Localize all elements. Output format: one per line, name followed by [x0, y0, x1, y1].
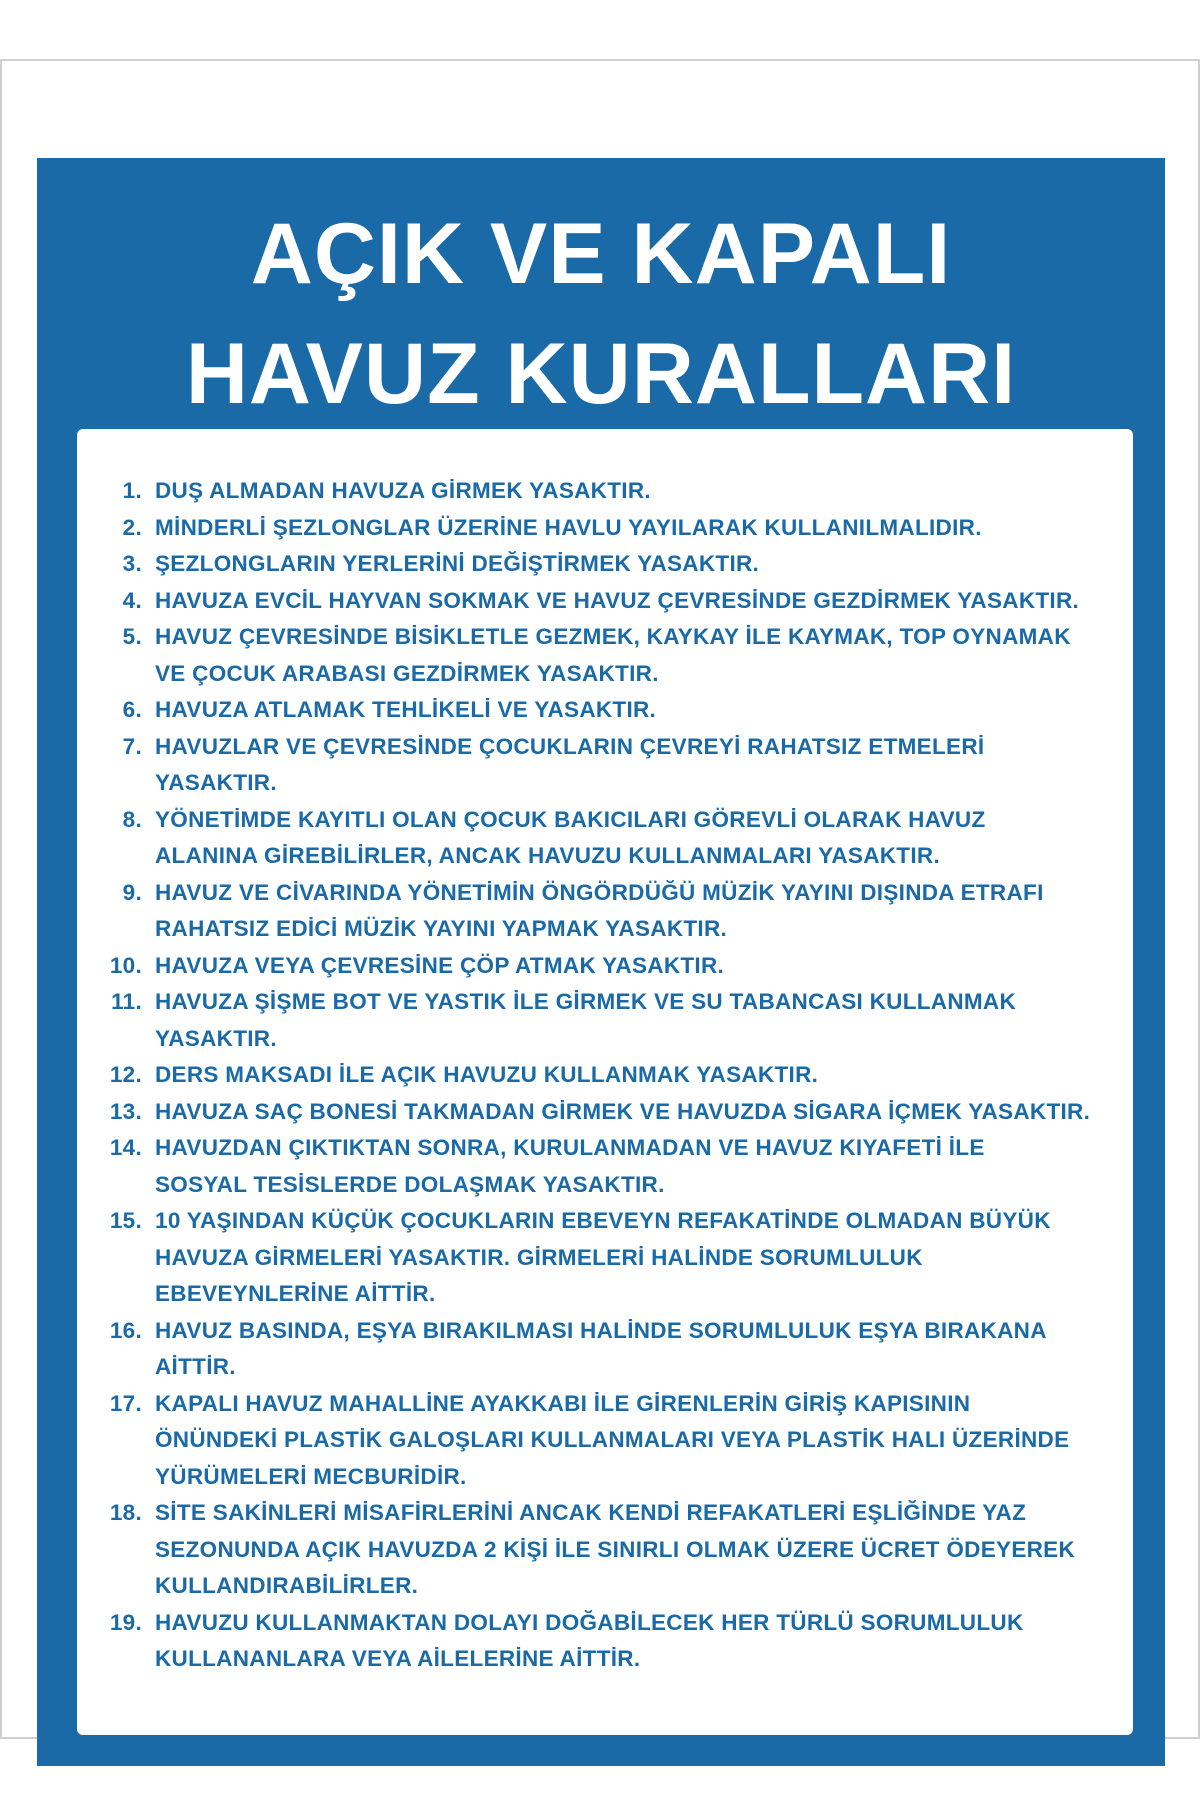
- rule-text: DERS MAKSADI İLE AÇIK HAVUZU KULLANMAK YASAKTIR.: [155, 1062, 819, 1087]
- rule-item: [102, 583, 1122, 620]
- rule-text: HAVUZA VEYA ÇEVRESİNE ÇÖP ATMAK YASAKTIR.: [155, 952, 725, 978]
- rule-text: KAPALI HAVUZ MAHALLİNE AYAKKABI İLE GİRENLERİN GİRİŞ KAPISININ ÖNÜNDEKİ PLASTİK GALOŞLARI KULLANMALARI VEYA PLASTİK HALI ÜZERİNDE YÜRÜMELERİ MECBURİDİR.: [155, 1390, 1070, 1489]
- rule-item: [102, 692, 1122, 729]
- rules-list: [102, 473, 1122, 1678]
- rule-text: HAVUZU KULLANMAKTAN DOLAYI DOĞABİLECEK HER TÜRLÜ SORUMLULUK KULLANANLARA VEYA AİLELERİNE AİTTİR.: [155, 1609, 1024, 1671]
- rule-text: HAVUZ BASINDA, EŞYA BIRAKILMASI HALİNDE SORUMLULUK EŞYA BIRAKANA AİTTİR.: [155, 1317, 1047, 1379]
- rule-text: YÖNETİMDE KAYITLI OLAN ÇOCUK BAKICILARI GÖREVLİ OLARAK HAVUZ ALANINA GİREBİLİRLER, ANCAK HAVUZU KULLANMALARI YASAKTIR.: [155, 806, 986, 868]
- rule-number: 15.: [109, 1208, 142, 1233]
- rule-number: 8.: [122, 806, 142, 832]
- rule-item: [102, 473, 1122, 510]
- rule-item: [102, 948, 1122, 985]
- rule-item: [102, 1094, 1122, 1131]
- rule-item: [102, 875, 1122, 948]
- rule-text: ŞEZLONGLARIN YERLERİNİ DEĞİŞTİRMEK YASAKTIR.: [155, 551, 760, 576]
- rule-number: 9.: [122, 879, 142, 905]
- rule-number: 13.: [109, 1098, 142, 1124]
- rule-text: DUŞ ALMADAN HAVUZA GİRMEK YASAKTIR.: [155, 478, 651, 503]
- rule-text: HAVUZA ŞİŞME BOT VE YASTIK İLE GİRMEK VE SU TABANCASI KULLANMAK YASAKTIR.: [155, 989, 1017, 1051]
- rule-item: [102, 1130, 1122, 1203]
- rule-number: 16.: [109, 1317, 142, 1343]
- rule-number: 7.: [122, 733, 142, 759]
- rule-text: HAVUZDAN ÇIKTIKTAN SONRA, KURULANMADAN VE HAVUZ KIYAFETİ İLE SOSYAL TESİSLERDE DOLAŞMAK YASAKTIR.: [155, 1135, 985, 1197]
- rule-item: [102, 984, 1122, 1057]
- rule-item: [102, 802, 1122, 875]
- rule-number: 12.: [109, 1062, 142, 1087]
- rule-number: 1.: [122, 478, 142, 503]
- rule-item: [102, 546, 1122, 583]
- rule-number: 10.: [109, 952, 142, 978]
- rule-item: [102, 1605, 1122, 1678]
- rules-box: [77, 429, 1133, 1735]
- rule-text: HAVUZ VE CİVARINDA YÖNETİMİN ÖNGÖRDÜĞÜ MÜZİK YAYINI DIŞINDA ETRAFI RAHATSIZ EDİCİ MÜZİK YAYINI YAPMAK YASAKTIR.: [155, 879, 1044, 941]
- rule-number: 5.: [122, 624, 142, 649]
- rule-number: 17.: [109, 1390, 142, 1416]
- rule-item: [102, 729, 1122, 802]
- sign-title-line-1: AÇIK VE KAPALI: [250, 206, 952, 302]
- rule-text: HAVUZA EVCİL HAYVAN SOKMAK VE HAVUZ ÇEVRESİNDE GEZDİRMEK YASAKTIR.: [155, 587, 1080, 613]
- rule-item: [102, 1203, 1122, 1313]
- rule-number: 14.: [109, 1135, 142, 1160]
- rule-text: 10 YAŞINDAN KÜÇÜK ÇOCUKLARIN EBEVEYN REFAKATİNDE OLMADAN BÜYÜK HAVUZA GİRMELERİ YASAKTIR. GİRMELERİ HALİNDE SORUMLULUK EBEVEYNLERİNE AİTTİR.: [155, 1208, 1051, 1306]
- rule-number: 18.: [109, 1500, 142, 1525]
- rule-item: [102, 510, 1122, 547]
- rule-item: [102, 1313, 1122, 1386]
- rule-item: [102, 1495, 1122, 1605]
- rule-number: 19.: [109, 1609, 142, 1635]
- rule-text: SİTE SAKİNLERİ MİSAFİRLERİNİ ANCAK KENDİ REFAKATLERİ EŞLİĞİNDE YAZ SEZONUNDA AÇIK HAVUZDA 2 KİŞİ İLE SINIRLI OLMAK ÜZERE ÜCRET ÖDEYEREK KULLANDIRABİLİRLER.: [155, 1500, 1076, 1598]
- rule-item: [102, 619, 1122, 692]
- sign-panel: [37, 158, 1165, 1766]
- rule-text: HAVUZA ATLAMAK TEHLİKELİ VE YASAKTIR.: [155, 697, 657, 722]
- sign-title-line-2: HAVUZ KURALLARI: [185, 326, 1017, 422]
- sign-outline: [0, 59, 1200, 1739]
- rule-item: [102, 1057, 1122, 1094]
- rule-number: 3.: [122, 551, 142, 576]
- rule-number: 11.: [111, 989, 142, 1014]
- rule-item: [102, 1386, 1122, 1496]
- rule-text: HAVUZLAR VE ÇEVRESİNDE ÇOCUKLARIN ÇEVREYİ RAHATSIZ ETMELERİ YASAKTIR.: [155, 733, 985, 795]
- rule-text: HAVUZ ÇEVRESİNDE BİSİKLETLE GEZMEK, KAYKAY İLE KAYMAK, TOP OYNAMAK VE ÇOCUK ARABASI GEZDİRMEK YASAKTIR.: [155, 624, 1071, 686]
- rule-text: HAVUZA SAÇ BONESİ TAKMADAN GİRMEK VE HAVUZDA SİGARA İÇMEK YASAKTIR.: [155, 1098, 1091, 1124]
- rule-number: 4.: [122, 587, 142, 613]
- rule-number: 2.: [122, 514, 142, 540]
- rule-text: MİNDERLİ ŞEZLONGLAR ÜZERİNE HAVLU YAYILARAK KULLANILMALIDIR.: [155, 514, 982, 540]
- rule-number: 6.: [122, 697, 142, 722]
- sign-title: [37, 194, 1165, 434]
